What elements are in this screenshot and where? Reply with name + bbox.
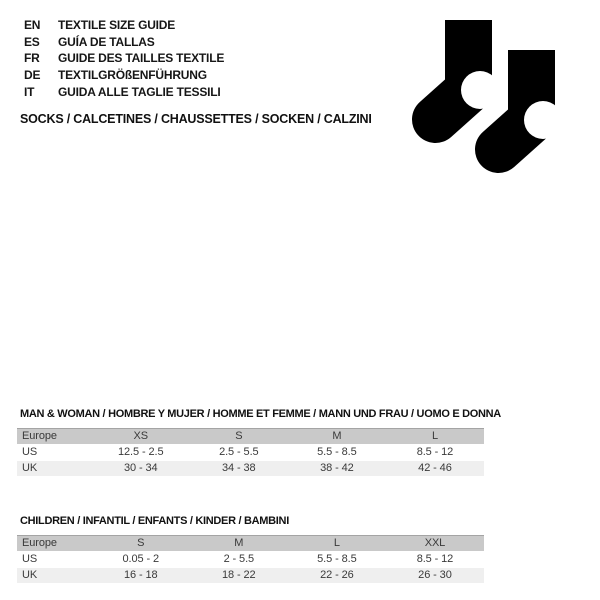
column-header: S: [235, 430, 243, 442]
language-row-fr: [24, 50, 224, 67]
size-value: 42 - 46: [418, 462, 452, 474]
column-header: Europe: [22, 537, 57, 549]
column-header: M: [234, 537, 244, 549]
table-row: [17, 445, 484, 461]
socks-icon: [408, 14, 568, 180]
language-row-es: [24, 34, 224, 51]
language-list: [24, 17, 224, 100]
size-value: 30 - 34: [123, 462, 158, 474]
size-value: 0.05 - 2: [122, 553, 159, 565]
size-value: 8.5 - 12: [416, 446, 454, 458]
table-header-row: [17, 536, 484, 552]
table-block-children: [17, 515, 484, 583]
size-value: 2 - 5.5: [223, 553, 255, 565]
table-row: [17, 568, 484, 584]
language-label: TEXTILGRÖßENFÜHRUNG: [58, 67, 207, 82]
table-row: [17, 552, 484, 568]
size-value: 16 - 18: [123, 569, 158, 581]
language-row-de: [24, 67, 224, 84]
column-header: S: [137, 537, 145, 549]
row-region: US: [22, 446, 38, 458]
language-row-it: [24, 84, 224, 101]
column-header: Europe: [22, 430, 57, 442]
column-header: L: [333, 537, 340, 549]
size-table-children: [17, 535, 484, 583]
language-row-en: [24, 17, 224, 34]
size-value: 26 - 30: [418, 569, 452, 581]
table-header-row: [17, 429, 484, 445]
size-tables-section: [17, 408, 501, 583]
table-block-man-woman: [17, 408, 501, 476]
language-label: GUÍA DE TALLAS: [58, 34, 155, 49]
language-label: TEXTILE SIZE GUIDE: [58, 18, 176, 32]
language-code: IT: [24, 84, 35, 99]
language-label: GUIDE DES TAILLES TEXTILE: [58, 51, 225, 66]
table-title: CHILDREN / INFANTIL / ENFANTS / KINDER / BAMBINI: [20, 515, 289, 527]
size-value: 38 - 42: [320, 462, 354, 474]
column-header: XS: [133, 430, 148, 442]
column-header: M: [332, 430, 342, 442]
size-value: 12.5 - 2.5: [118, 446, 164, 458]
size-value: 2.5 - 5.5: [219, 446, 259, 458]
language-code: EN: [24, 18, 41, 32]
row-region: US: [22, 553, 38, 565]
size-table-man-woman: [17, 428, 484, 476]
language-code: FR: [24, 51, 40, 66]
language-label: GUIDA ALLE TAGLIE TESSILI: [58, 84, 221, 99]
size-value: 5.5 - 8.5: [317, 553, 357, 565]
language-code: ES: [24, 34, 40, 49]
table-title: MAN & WOMAN / HOMBRE Y MUJER / HOMME ET FEMME / MANN UND FRAU / UOMO E DONNA: [20, 408, 501, 420]
row-region: UK: [22, 462, 38, 474]
size-value: 34 - 38: [222, 462, 256, 474]
column-header: XXL: [424, 537, 446, 549]
size-value: 18 - 22: [222, 569, 256, 581]
language-code: DE: [24, 67, 41, 82]
size-value: 8.5 - 12: [416, 553, 454, 565]
column-header: L: [431, 430, 438, 442]
table-row: [17, 461, 484, 477]
product-category-title: SOCKS / CALCETINES / CHAUSSETTES / SOCKEN / CALZINI: [20, 112, 372, 126]
size-value: 5.5 - 8.5: [317, 446, 357, 458]
row-region: UK: [22, 569, 38, 581]
size-value: 22 - 26: [320, 569, 354, 581]
